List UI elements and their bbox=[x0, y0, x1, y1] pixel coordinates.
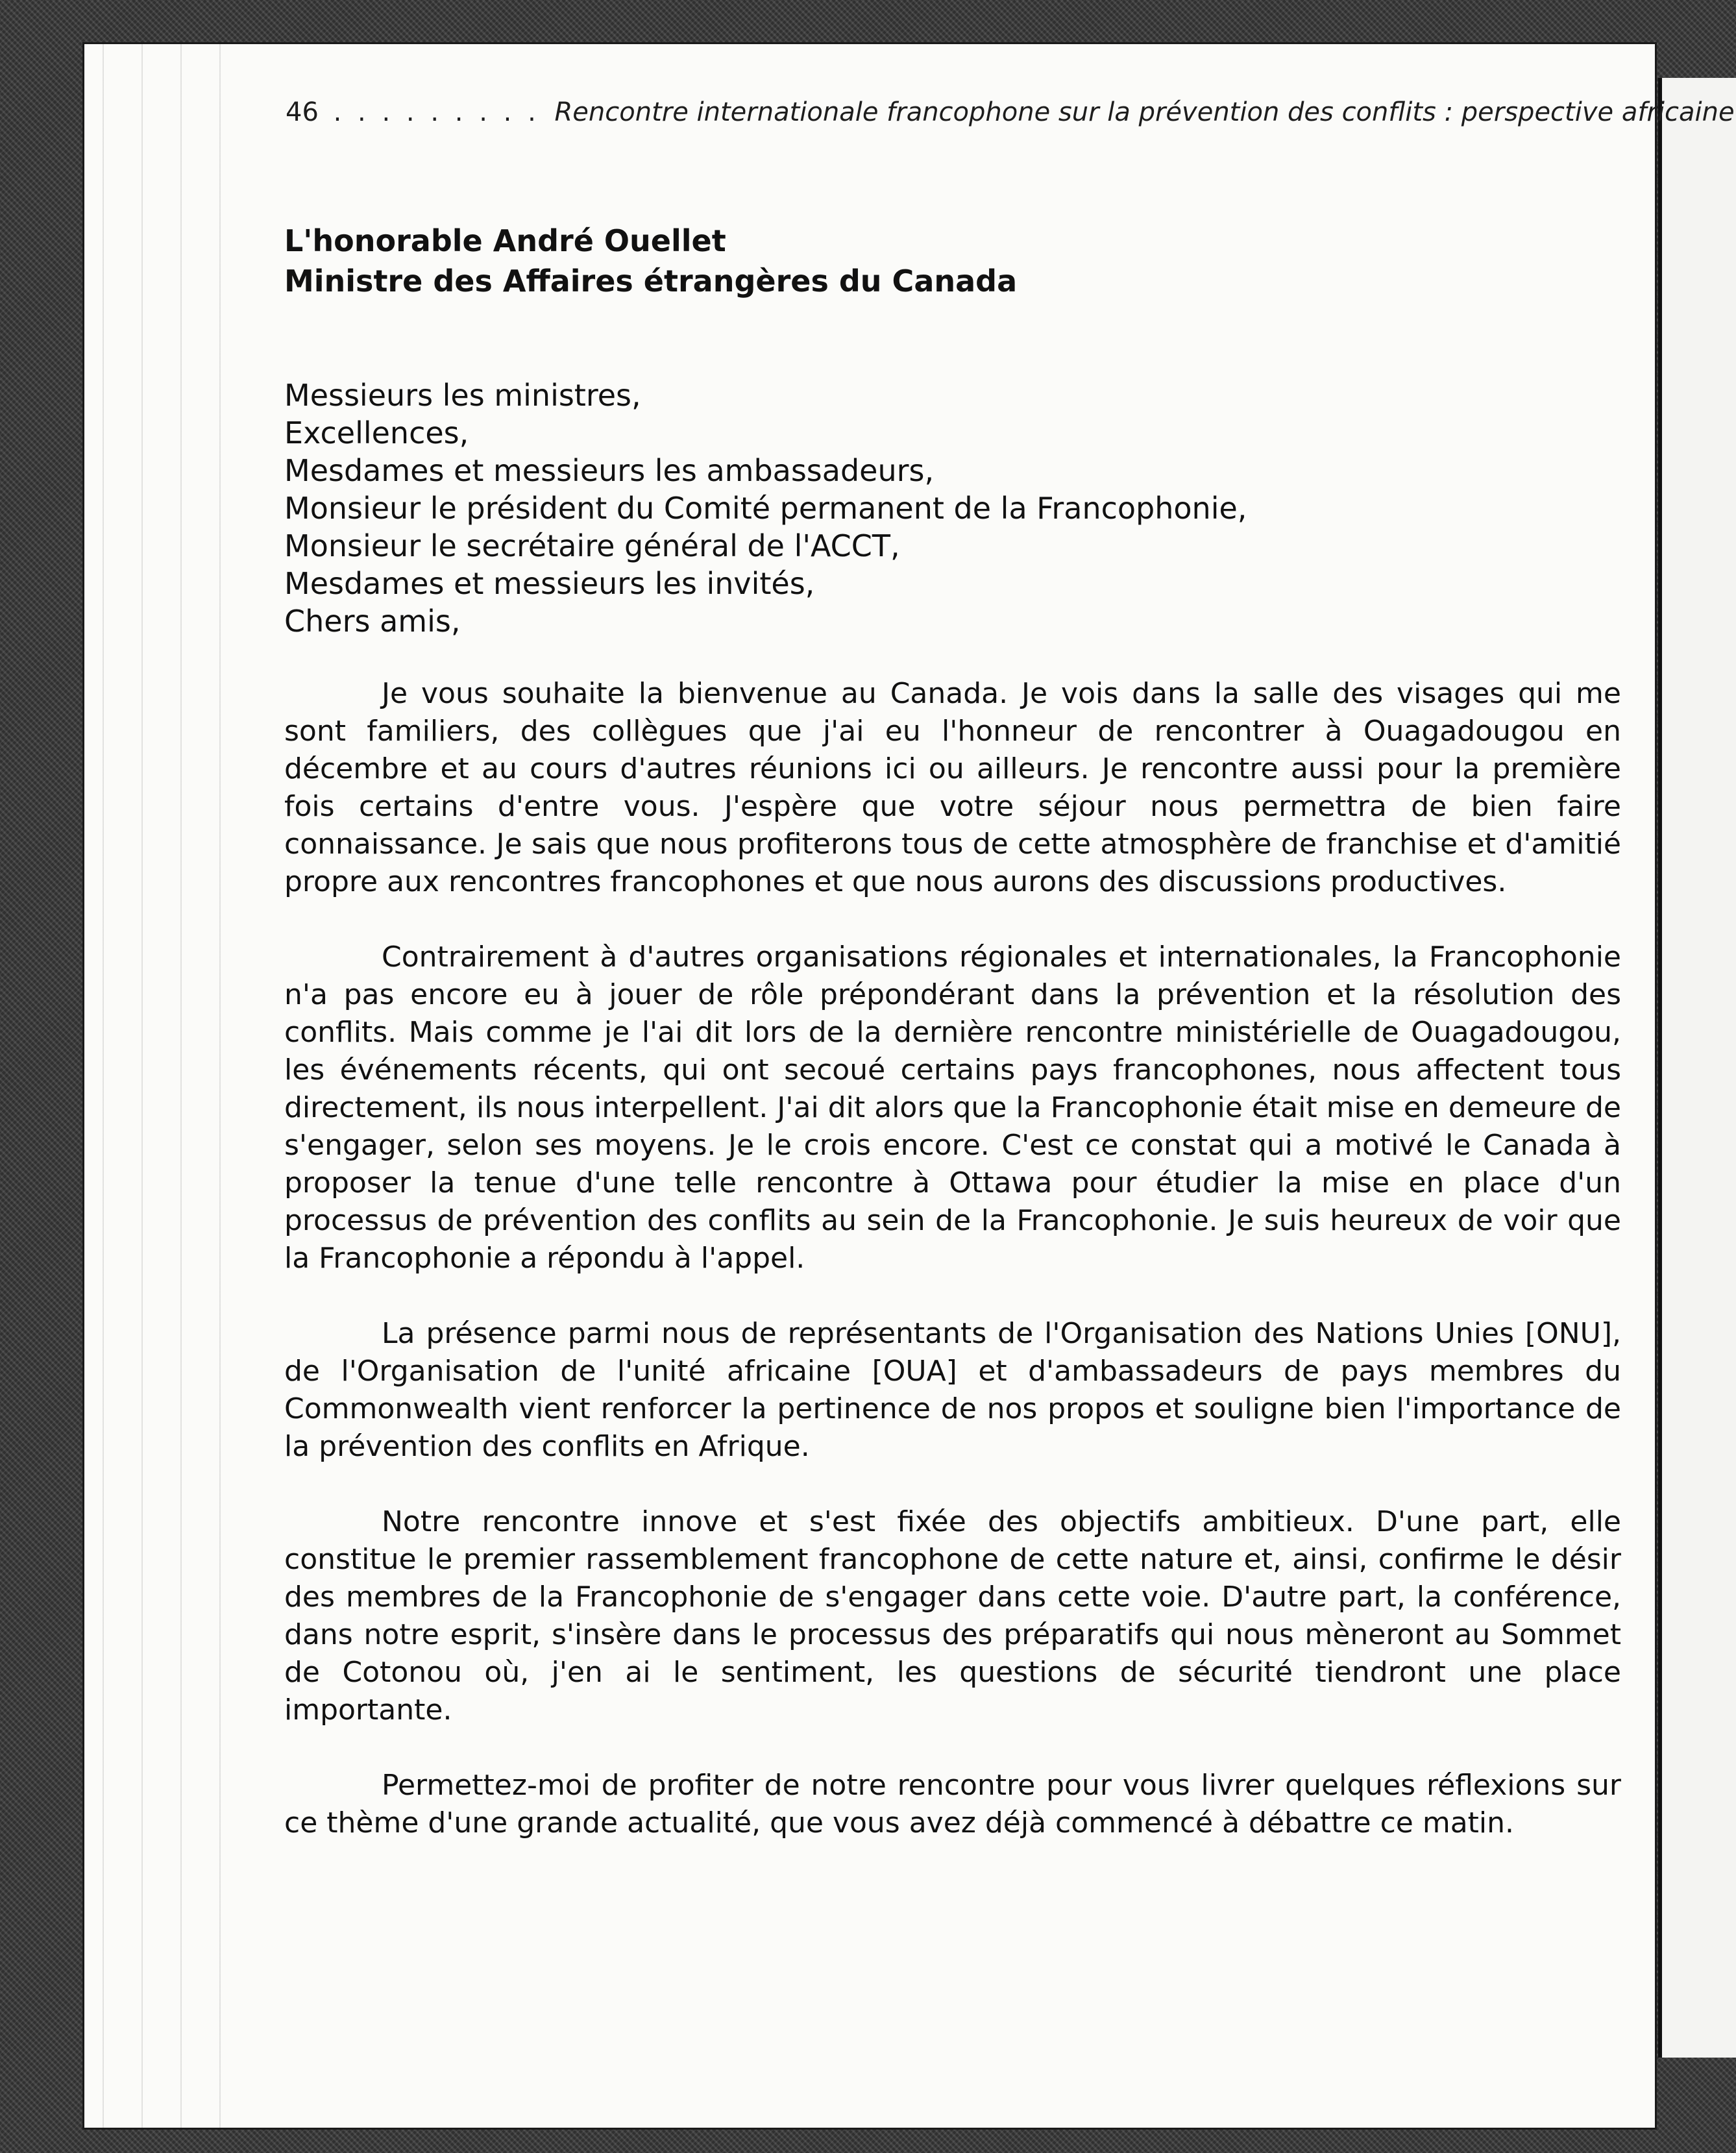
speaker-heading bbox=[284, 221, 1017, 301]
salutation-line: Chers amis, bbox=[284, 604, 461, 639]
stacked-page-edges bbox=[84, 44, 234, 2128]
salutation-line: Excellences, bbox=[284, 415, 469, 450]
paragraph: Notre rencontre innove et s'est fixée des objectifs ambitieux. D'une part, elle constitue le premier rassemblement francophone de cette nature et, ainsi, confirme le désir des membres de la Francophonie de s'engager dans cette voie. D'autre part, la conférence, dans notre esprit, s'insère dans le processus des préparatifs qui nous mèneront au Sommet de Cotonou où, j'en ai le sentiment, les questions de sécurité tiendront une place importante. bbox=[284, 1505, 1621, 1727]
salutation-line: Mesdames et messieurs les ambassadeurs, bbox=[284, 453, 935, 488]
book-binding-edge bbox=[1658, 78, 1736, 2058]
paragraph: Permettez-moi de profiter de notre rencontre pour vous livrer quelques réflexions sur ce thème d'une grande actualité, que vous avez déjà commencé à débattre ce matin. bbox=[284, 1769, 1621, 1839]
page-number: 46 bbox=[286, 97, 319, 127]
header-leader-dots: . . . . . . . . . bbox=[333, 97, 540, 127]
speaker-role: Ministre des Affaires étrangères du Canada bbox=[284, 264, 1018, 299]
salutation-line: Messieurs les ministres, bbox=[284, 378, 641, 413]
header-title: Rencontre internationale francophone sur la prévention des conflits : perspective africaine bbox=[554, 97, 1735, 127]
speech-body bbox=[284, 675, 1621, 1880]
salutation-list bbox=[284, 376, 1247, 640]
salutation-line: Monsieur le président du Comité permanent de la Francophonie, bbox=[284, 491, 1247, 526]
paragraph: Contrairement à d'autres organisations régionales et internationales, la Francophonie n'a pas encore eu à jouer de rôle prépondérant dans la prévention et la résolution des conflits. Mais comme je l'ai dit lors de la dernière rencontre ministérielle de Ouagadougou, les événements récents, qui ont secoué certains pays francophones, nous affectent tous directement, ils nous interpellent. J'ai dit alors que la Francophonie était mise en demeure de s'engager, selon ses moyens. Je le crois encore. C'est ce constat qui a motivé le Canada à proposer la tenue d'une telle rencontre à Ottawa pour étudier la mise en place d'un processus de prévention des conflits au sein de la Francophonie. Je suis heureux de voir que la Francophonie a répondu à l'appel. bbox=[284, 941, 1621, 1275]
paragraph: Je vous souhaite la bienvenue au Canada. Je vois dans la salle des visages qui me sont familiers, des collègues que j'ai eu l'honneur de rencontrer à Ouagadougou en décembre et au cours d'autres réunions ici ou ailleurs. Je rencontre aussi pour la première fois certains d'entre vous. J'espère que votre séjour nous permettra de bien faire connaissance. Je sais que nous profiterons tous de cette atmosphère de franchise et d'amitié propre aux rencontres francophones et que nous aurons des discussions productives. bbox=[284, 677, 1621, 898]
speaker-name: L'honorable André Ouellet bbox=[284, 223, 726, 258]
paragraph: La présence parmi nous de représentants de l'Organisation des Nations Unies [ONU], de l'Organisation de l'unité africaine [OUA] et d'ambassadeurs de pays membres du Commonwealth vient renforcer la pertinence de nos propos et souligne bien l'importance de la prévention des conflits en Afrique. bbox=[284, 1317, 1621, 1463]
running-header bbox=[286, 97, 1735, 127]
salutation-line: Monsieur le secrétaire général de l'ACCT, bbox=[284, 528, 900, 563]
salutation-line: Mesdames et messieurs les invités, bbox=[284, 566, 815, 601]
